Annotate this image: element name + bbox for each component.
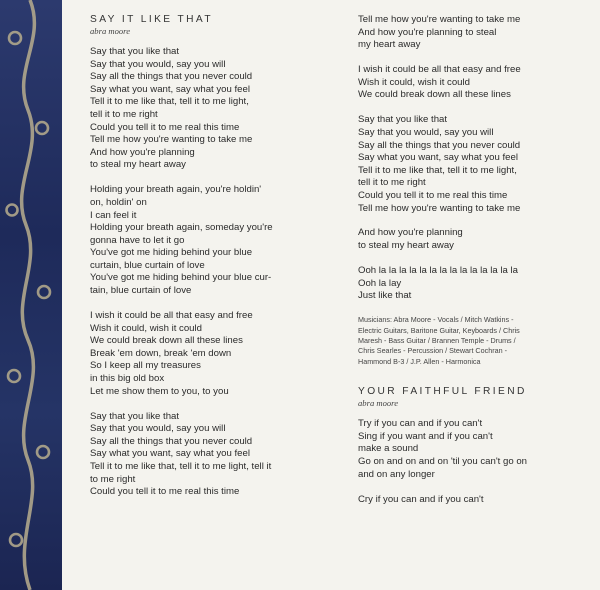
credit-line: Maresh - Bass Guitar / Brannen Temple - Drums /	[358, 336, 516, 346]
song-title: YOUR FAITHFUL FRIEND	[358, 386, 527, 398]
lyric-line: my heart away	[358, 39, 421, 51]
lyric-line: I can feel it	[90, 209, 137, 221]
lyric-line: Say what you want, say what you feel	[90, 83, 250, 95]
lyric-line: curtain, blue curtain of love	[90, 259, 205, 271]
lyric-line: Try if you can and if you can't	[358, 418, 483, 430]
decorative-side-band	[0, 0, 62, 590]
lyric-line: Tell it to me like that, tell it to me light,	[358, 164, 517, 176]
lyric-line: And how you're planning	[90, 146, 195, 158]
lyric-line: Ooh la lay	[358, 277, 402, 289]
credit-line: Musicians: Abra Moore - Vocals / Mitch Watkins -	[358, 315, 514, 325]
lyric-line: Cry if you can and if you can't	[358, 493, 484, 505]
musician-credits	[358, 315, 583, 367]
lyrics-stanzas	[358, 14, 583, 303]
credit-line: Hammond B-3 / J.P. Allen - Harmonica	[358, 356, 481, 366]
song-author: abra moore	[358, 398, 399, 409]
lyric-line: I wish it could be all that easy and free	[90, 310, 253, 322]
lyric-stanza	[358, 227, 583, 252]
lyric-line: Could you tell it to me real this time	[90, 486, 240, 498]
lyrics-stanzas	[358, 418, 583, 506]
lyrics-column-right	[358, 14, 583, 519]
lyric-line: Tell me how you're wanting to take me	[358, 202, 521, 214]
lyric-stanza	[90, 411, 315, 499]
lyric-line: Say that you would, say you will	[90, 423, 226, 435]
lyric-line: Go on and on and on 'til you can't go on	[358, 456, 528, 468]
lyric-stanza	[358, 494, 583, 507]
lyric-line: tell it to me right	[90, 108, 158, 120]
lyric-stanza	[358, 418, 583, 481]
lyric-line: Tell me how you're wanting to take me	[90, 134, 253, 146]
lyric-line: to me right	[90, 473, 136, 485]
lyric-line: tain, blue curtain of love	[90, 285, 192, 297]
lyrics-stanzas	[90, 46, 315, 499]
lyric-line: Wish it could, wish it could	[358, 76, 470, 88]
credit-line: Electric Guitars, Baritone Guitar, Keyboards / Chris	[358, 325, 520, 335]
song-author: abra moore	[90, 26, 131, 36]
lyric-line: to steal my heart away	[90, 159, 186, 171]
lyric-stanza	[90, 310, 315, 398]
lyric-line: Tell it to me like that, tell it to me light, tell it	[90, 460, 272, 472]
lyric-line: Ooh la la la la la la la la la la la la la la	[358, 265, 518, 277]
lyric-stanza	[90, 184, 315, 297]
lyric-line: Say that you would, say you will	[90, 58, 226, 70]
lyric-line: tell it to me right	[358, 177, 426, 189]
song-title: SAY IT LIKE THAT	[90, 14, 213, 25]
lyric-line: And how you're planning to steal	[358, 26, 497, 38]
lyric-line: Say all the things that you never could	[90, 71, 253, 83]
lyric-line: Just like that	[358, 290, 412, 302]
lyric-stanza	[90, 46, 315, 172]
lyric-line: to steal my heart away	[358, 240, 454, 252]
lyric-line: Say what you want, say what you feel	[90, 448, 250, 460]
lyric-line: make a sound	[358, 443, 419, 455]
lyric-stanza	[358, 114, 583, 215]
lyric-stanza	[358, 14, 583, 52]
lyric-line: and on any longer	[358, 468, 435, 480]
lyric-line: Could you tell it to me real this time	[90, 121, 240, 133]
lyric-line: Say that you like that	[358, 114, 448, 126]
lyric-line: Say that you like that	[90, 410, 180, 422]
lyric-line: gonna have to let it go	[90, 234, 185, 246]
lyric-line: Break 'em down, break 'em down	[90, 347, 232, 359]
lyric-line: Holding your breath again, you're holdin'	[90, 184, 262, 196]
lyric-line: Say what you want, say what you feel	[358, 152, 518, 164]
lyric-line: So I keep all my treasures	[90, 360, 201, 372]
lyric-line: Say all the things that you never could	[90, 435, 253, 447]
lyric-stanza	[358, 265, 583, 303]
lyric-line: Could you tell it to me real this time	[358, 189, 508, 201]
lyric-line: We could break down all these lines	[358, 89, 511, 101]
lyric-line: Let me show them to you, to you	[90, 385, 229, 397]
lyric-stanza	[358, 64, 583, 102]
credit-line: Chris Searles - Percussion / Stewart Cochran -	[358, 346, 507, 356]
vine-swirl-icon	[0, 0, 62, 590]
lyric-line: Say all the things that you never could	[358, 139, 521, 151]
lyric-line: Wish it could, wish it could	[90, 322, 202, 334]
lyric-line: You've got me hiding behind your blue	[90, 247, 253, 259]
lyric-line: And how you're planning	[358, 227, 463, 239]
lyric-line: I wish it could be all that easy and free	[358, 64, 521, 76]
lyrics-column-left	[90, 14, 315, 511]
lyric-line: We could break down all these lines	[90, 335, 243, 347]
lyric-line: Say that you like that	[90, 46, 180, 57]
lyric-line: Say that you would, say you will	[358, 126, 494, 138]
lyric-line: You've got me hiding behind your blue cur-	[90, 272, 272, 284]
lyric-line: Tell me how you're wanting to take me	[358, 14, 521, 25]
lyric-line: on, holdin' on	[90, 196, 147, 208]
lyric-line: Holding your breath again, someday you're	[90, 222, 273, 234]
lyric-line: in this big old box	[90, 373, 165, 385]
lyric-line: Sing if you want and if you can't	[358, 430, 493, 442]
lyric-line: Tell it to me like that, tell it to me light,	[90, 96, 249, 108]
